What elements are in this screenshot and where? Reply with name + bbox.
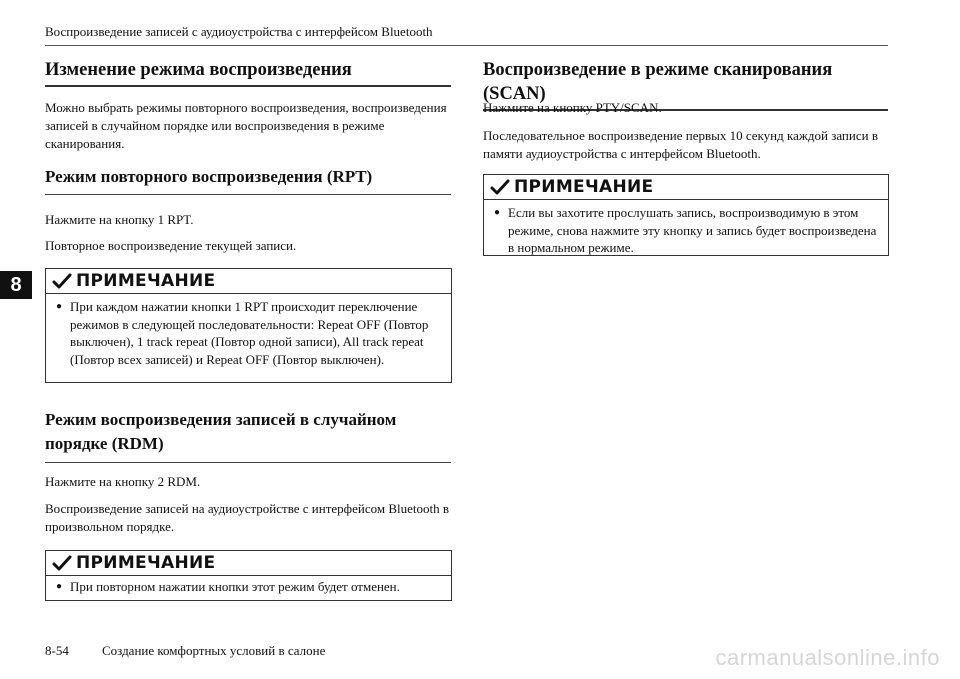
note-item [56, 298, 443, 368]
note-title: ПРИМЕЧАНИЕ [76, 271, 216, 291]
note-box-rpt [45, 268, 452, 383]
footer-section-title: Создание комфортных условий в салоне [102, 643, 326, 658]
header-rule [45, 45, 888, 46]
check-pencil-icon [490, 177, 510, 197]
note-header [484, 175, 888, 200]
note-title: ПРИМЕЧАНИЕ [76, 553, 216, 573]
note-text: При каждом нажатии кнопки 1 RPT происходит переключение режимов в следующей последовательности: Repeat OFF (Повтор выключен), 1 track repeat (Повтор одной записи), All track repeat (Повтор всех записей) и Repeat OFF (Повтор выключен). [70, 299, 429, 367]
rdm-title-line2: порядке (RDM) [45, 434, 164, 453]
note-header [46, 269, 451, 294]
check-pencil-icon [52, 271, 72, 291]
bullet-icon: ● [494, 207, 501, 218]
subsection-title-rpt: Режим повторного воспроизведения (RPT) [45, 166, 451, 195]
running-header: Воспроизведение записей с аудиоустройства с интерфейсом Bluetooth [45, 24, 433, 39]
rdm-instruction: Нажмите на кнопку 2 RDM. [45, 474, 201, 489]
note-item [56, 578, 443, 596]
note-text: При повторном нажатии кнопки этот режим будет отменен. [70, 579, 400, 594]
rdm-title-line1: Режим воспроизведения записей в случайном [45, 410, 397, 429]
page-number: 8-54 [45, 643, 69, 658]
note-box-scan [483, 174, 889, 256]
chapter-tab: 8 [0, 271, 32, 299]
note-box-rdm [45, 550, 452, 601]
watermark: carmanualsonline.info [715, 645, 940, 670]
check-pencil-icon [52, 553, 72, 573]
note-title: ПРИМЕЧАНИЕ [514, 177, 654, 197]
note-header [46, 551, 451, 576]
subsection-title-rdm [45, 408, 451, 463]
rdm-description: Воспроизведение записей на аудиоустройстве с интерфейсом Bluetooth в произвольном порядке. [45, 501, 449, 534]
scan-description: Последовательное воспроизведение первых 10 секунд каждой записи в памяти аудиоустройства с интерфейсом Bluetooth. [483, 128, 878, 161]
note-text: Если вы захотите прослушать запись, воспроизводимую в этом режиме, снова нажмите эту кнопку и запись будет воспроизведена в нормальном режиме. [508, 205, 877, 255]
rpt-description: Повторное воспроизведение текущей записи. [45, 238, 297, 253]
rpt-instruction: Нажмите на кнопку 1 RPT. [45, 212, 194, 227]
bullet-icon: ● [56, 581, 63, 592]
bullet-icon: ● [56, 301, 63, 312]
note-item [494, 204, 880, 257]
section-title-scan: Воспроизведение в режиме сканирования (SCAN) [483, 58, 888, 111]
section-title-playback-mode: Изменение режима воспроизведения [45, 58, 451, 87]
scan-instruction: Нажмите на кнопку PTY/SCAN. [483, 100, 662, 115]
intro-paragraph: Можно выбрать режимы повторного воспроизведения, воспроизведения записей в случайном порядке или воспроизведения в режиме сканирования. [45, 100, 447, 151]
